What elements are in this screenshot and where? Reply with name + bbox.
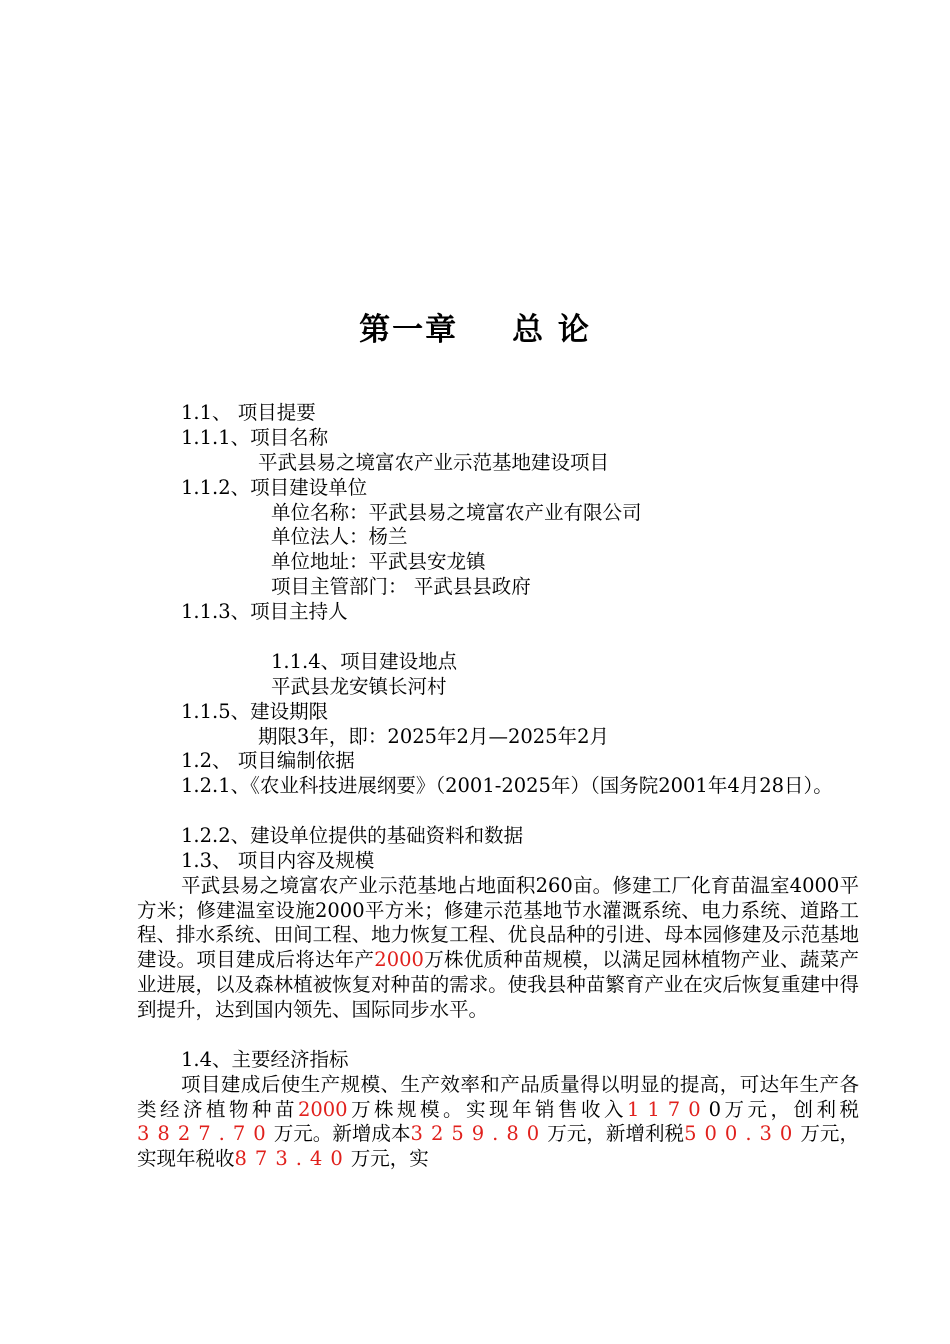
section-1-1-5: 1.1.5、建设期限	[181, 700, 329, 723]
section-1-4: 1.4、主要经济指标	[181, 1048, 349, 1071]
section-1-3: 1.3、 项目内容及规模	[181, 849, 375, 872]
section-1-1-4: 1.1.4、项目建设地点	[271, 650, 458, 673]
unit-name: 单位名称：平武县易之境富农产业有限公司	[271, 501, 642, 524]
section-1-1: 1.1、 项目提要	[181, 401, 316, 424]
econ-highlight-cost: 3259.80	[410, 1122, 548, 1146]
chapter-title	[0, 304, 950, 349]
econ-highlight-new-tax: 500.30	[684, 1122, 801, 1146]
chapter-label: 第一章	[359, 312, 459, 348]
basis-paragraph: 1.2.1、《农业科技进展纲要》（2001-2025年）（国务院2001年4月28日）。	[181, 774, 833, 797]
section-1-1-3: 1.1.3、项目主持人	[181, 600, 348, 623]
project-name: 平武县易之境富农产业示范基地建设项目	[258, 451, 610, 474]
unit-department: 项目主管部门： 平武县县政府	[271, 575, 531, 598]
unit-legal: 单位法人：杨兰	[271, 525, 408, 548]
econ-highlight-sales: 1170	[626, 1097, 709, 1121]
econ-highlight-profit-tax: 3827.70	[137, 1122, 274, 1146]
section-1-2: 1.2、 项目编制依据	[181, 749, 355, 772]
chapter-heading: 总 论	[512, 312, 591, 348]
scope-highlight: 2000	[374, 948, 424, 972]
unit-address: 单位地址：平武县安龙镇	[271, 550, 486, 573]
section-1-1-1: 1.1.1、项目名称	[181, 426, 329, 449]
project-location: 平武县龙安镇长河村	[271, 675, 447, 698]
economic-paragraph: 项目建成后使生产规模、生产效率和产品质量得以明显的提高，可达年生产各类经济植物种苗2000万株规模。实现年销售收入11700万元，创利税 3827.70万元。新增成本3259.80万元，新增利税500.30万元，实现年税收873.40万元，实	[137, 1073, 859, 1171]
econ-highlight-annual-tax: 873.40	[234, 1147, 351, 1171]
construction-period: 期限3年，即：2025年2月—2025年2月	[258, 725, 609, 748]
section-1-1-2: 1.1.2、项目建设单位	[181, 476, 368, 499]
scope-paragraph: 平武县易之境富农产业示范基地占地面积260亩。修建工厂化育苗温室4000平方米；修建温室设施2000平方米；修建示范基地节水灌溉系统、电力系统、道路工程、排水系统、田间工程、地力恢复工程、优良品种的引进、母本园修建及示范基地建设。项目建成后将达年产2000万株优质种苗规模，以满足园林植物产业、蔬菜产业进展，以及森林植被恢复对种苗的需求。使我县种苗繁育产业在灾后恢复重建中得到提升，达到国内领先、国际同步水平。	[137, 874, 859, 1021]
section-1-2-2: 1.2.2、建设单位提供的基础资料和数据	[181, 824, 524, 847]
econ-highlight-seedlings: 2000	[297, 1097, 348, 1121]
